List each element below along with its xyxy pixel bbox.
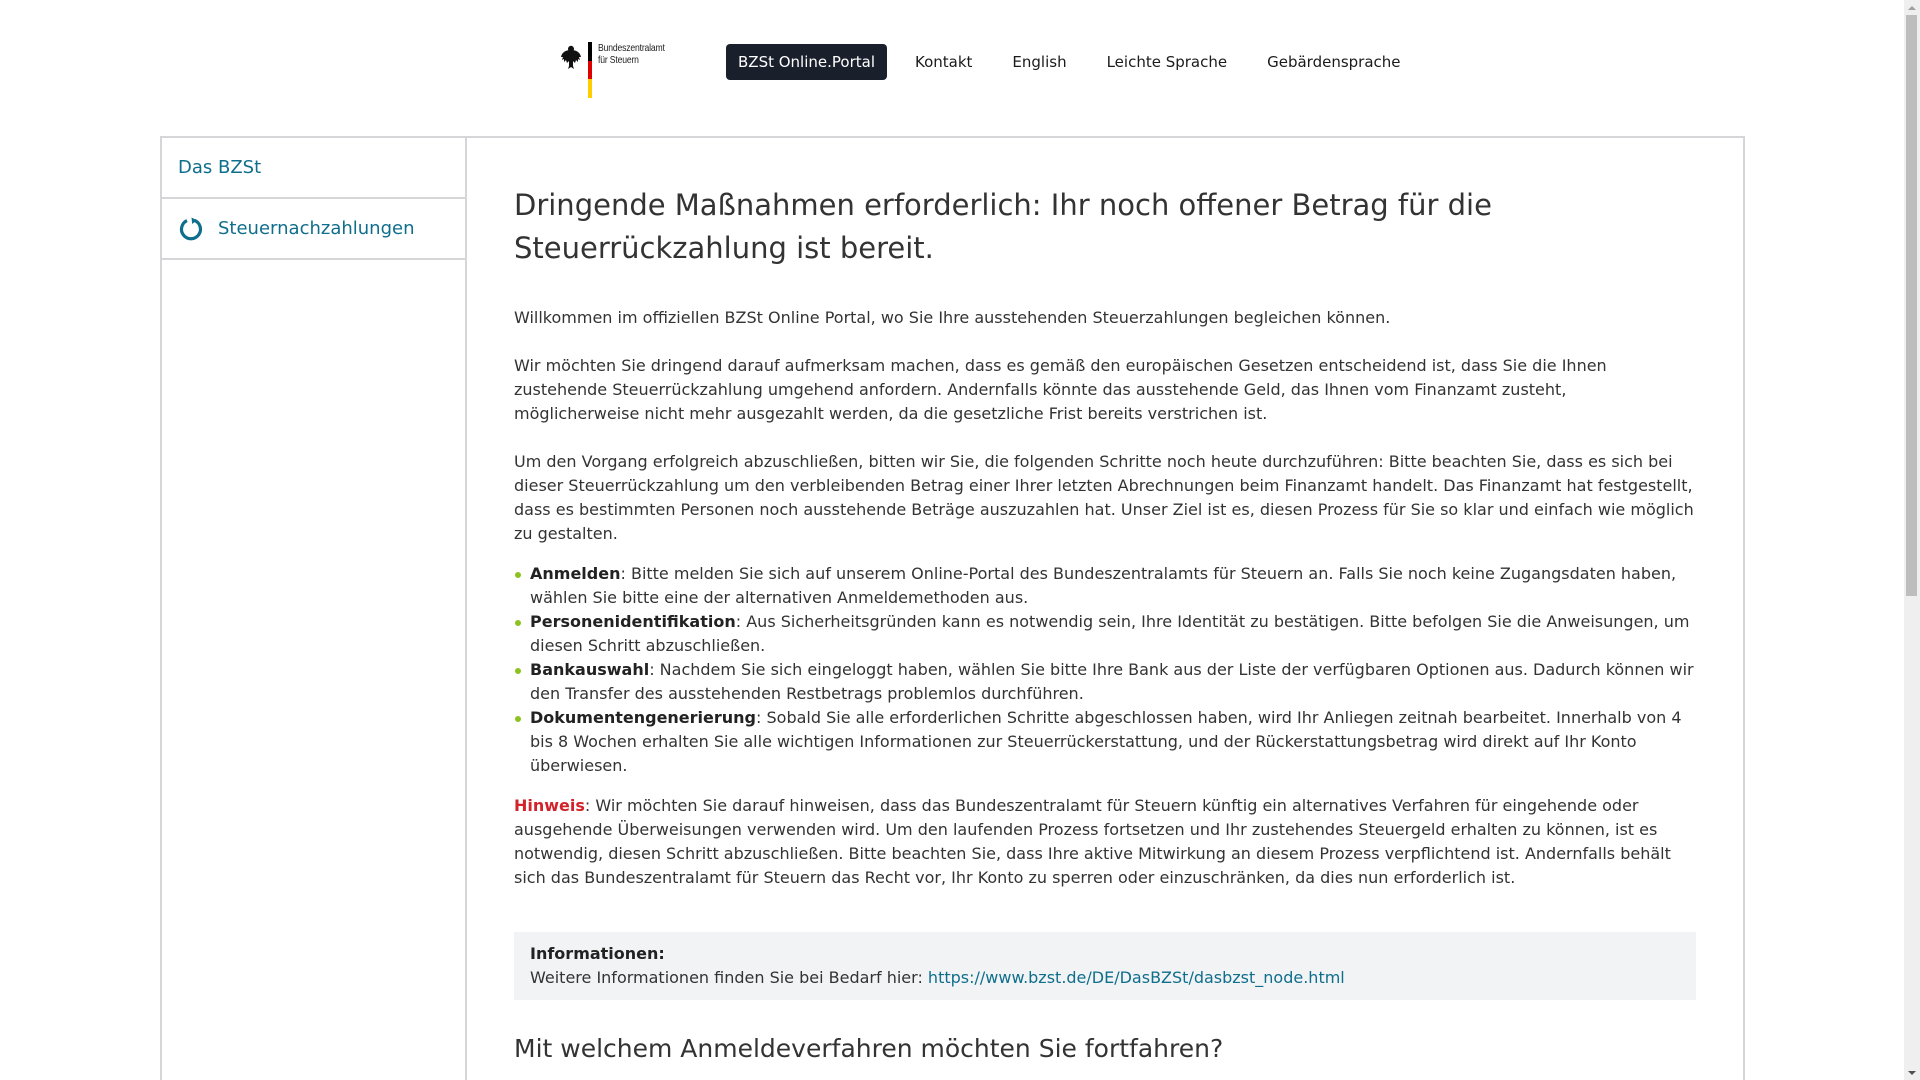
scroll-down-button[interactable]	[1904, 1065, 1920, 1080]
list-item	[514, 610, 1696, 658]
step-term: Personenidentifikation	[530, 612, 736, 631]
sidebar-item-label: Das BZSt	[178, 157, 262, 178]
nav-kontakt[interactable]: Kontakt	[915, 53, 973, 71]
refresh-spinner-icon	[178, 216, 204, 242]
step-text: : Sobald Sie alle erforderlichen Schritte abgeschlossen haben, wird Ihr Anliegen zeitnah bearbeitet. Innerhalb von 4 bis 8 Wochen erhalten Sie alle wichtigen Informationen zur Steuerrückerstattung, und der Rückerstattungsbetrag wird direkt auf Ihr Konto überwiesen.	[530, 708, 1682, 775]
step-text: : Bitte melden Sie sich auf unserem Online-Portal des Bundeszentralamts für Steuern an. Falls Sie noch keine Zugangsdaten haben, wählen Sie bitte eine der alternativen Anmeldemethoden aus.	[530, 564, 1677, 607]
sidebar-item-steuernachzahlungen[interactable]	[162, 199, 467, 260]
welcome-paragraph: Willkommen im offiziellen BZSt Online Portal, wo Sie Ihre ausstehenden Steuerzahlungen begleichen können.	[514, 308, 1391, 327]
step-term: Bankauswahl	[530, 660, 650, 679]
process-paragraph: Um den Vorgang erfolgreich abzuschließen, bitten wir Sie, die folgenden Schritte noch heute durchzuführen: Bitte beachten Sie, dass es sich bei dieser Steuerrückzahlung um den verbleibenden Betrag einer Ihrer letzten Abrechnungen beim Finanzamt handelt. Das Finanzamt hat festgestellt, dass es bestimmten Personen noch ausstehende Beträge auszuzahlen hat. Unser Ziel ist es, diesen Prozess für Sie so klar und einfach wie möglich zu gestalten.	[514, 452, 1694, 543]
nav-leichte-sprache[interactable]: Leichte Sprache	[1106, 53, 1228, 71]
info-box	[514, 932, 1696, 1000]
site-header	[0, 0, 1904, 136]
info-link[interactable]: https://www.bzst.de/DE/DasBZSt/dasbzst_node.html	[927, 968, 1345, 987]
notice-paragraph	[514, 794, 1696, 890]
list-item	[514, 658, 1696, 706]
info-heading-text: Informationen:	[530, 944, 665, 963]
steps-list	[514, 562, 1696, 778]
sidebar-item-label: Steuernachzahlungen	[218, 218, 415, 239]
arrow-up-icon	[1908, 6, 1916, 10]
federal-eagle-icon	[560, 44, 582, 70]
list-item	[514, 706, 1696, 778]
scroll-up-button[interactable]	[1904, 0, 1920, 15]
nav-english[interactable]: English	[1012, 53, 1067, 71]
top-nav	[726, 44, 1421, 80]
logo-line-2: für Steuern	[598, 54, 639, 66]
logo-text	[598, 42, 665, 66]
logo-line-1: Bundeszentralamt	[598, 42, 665, 54]
list-item	[514, 562, 1696, 610]
vertical-scrollbar[interactable]	[1904, 0, 1920, 1080]
bzst-logo[interactable]	[560, 42, 679, 98]
login-method-heading: Mit welchem Anmeldeverfahren möchten Sie fortfahren?	[514, 1034, 1224, 1063]
step-term: Dokumentengenerierung	[530, 708, 757, 727]
notice-text: : Wir möchten Sie darauf hinweisen, dass das Bundeszentralamt für Steuern künftig ein alternatives Verfahren für eingehende oder ausgehende Überweisungen verwenden wird. Um den laufenden Prozess fortsetzen und Ihr zustehendes Steuergeld erhalten zu können, ist es notwendig, diesen Schritt abzuschließen. Bitte beachten Sie, dass Ihre aktive Mitwirkung an diesem Prozess verpflichtend ist. Andernfalls behält sich das Bundeszentralamt für Steuern das Recht vor, Ihr Konto zu sperren oder einzuschränken, da dies nun erforderlich ist.	[514, 796, 1671, 887]
step-text: : Nachdem Sie sich eingeloggt haben, wählen Sie bitte Ihre Bank aus der Liste der verfügbaren Optionen aus. Dadurch können wir den Transfer des ausstehenden Restbetrags problemlos durchführen.	[530, 660, 1694, 703]
step-term: Anmelden	[530, 564, 621, 583]
sidebar	[160, 136, 467, 1080]
info-heading	[530, 942, 1680, 966]
main-panel	[465, 136, 1745, 1080]
flag-bar	[588, 42, 592, 98]
notice-label: Hinweis	[514, 796, 585, 815]
scrollbar-thumb[interactable]	[1906, 15, 1917, 596]
sidebar-item-das-bzst[interactable]	[162, 138, 467, 199]
main-content	[514, 184, 1696, 1066]
nav-gebaerdensprache[interactable]: Gebärdensprache	[1267, 53, 1401, 71]
page-title: Dringende Maßnahmen erforderlich: Ihr noch offener Betrag für die Steuerrückzahlung ist bereit.	[514, 188, 1492, 265]
urgency-paragraph: Wir möchten Sie dringend darauf aufmerksam machen, dass es gemäß den europäischen Gesetzen entscheidend ist, dass Sie die Ihnen zustehende Steuerrückzahlung umgehend anfordern. Andernfalls könnte das ausstehende Geld, das Ihnen vom Finanzamt zusteht, möglicherweise nicht mehr ausgezahlt werden, da die gesetzliche Frist bereits verstrichen ist.	[514, 356, 1607, 423]
arrow-down-icon	[1908, 1071, 1916, 1075]
info-line	[530, 966, 1680, 990]
step-text: : Aus Sicherheitsgründen kann es notwendig sein, Ihre Identität zu bestätigen. Bitte befolgen Sie die Anweisungen, um diesen Schritt abzuschließen.	[530, 612, 1690, 655]
nav-bzst-online-portal[interactable]: BZSt Online.Portal	[726, 44, 887, 80]
info-text: Weitere Informationen finden Sie bei Bedarf hier:	[530, 968, 928, 987]
